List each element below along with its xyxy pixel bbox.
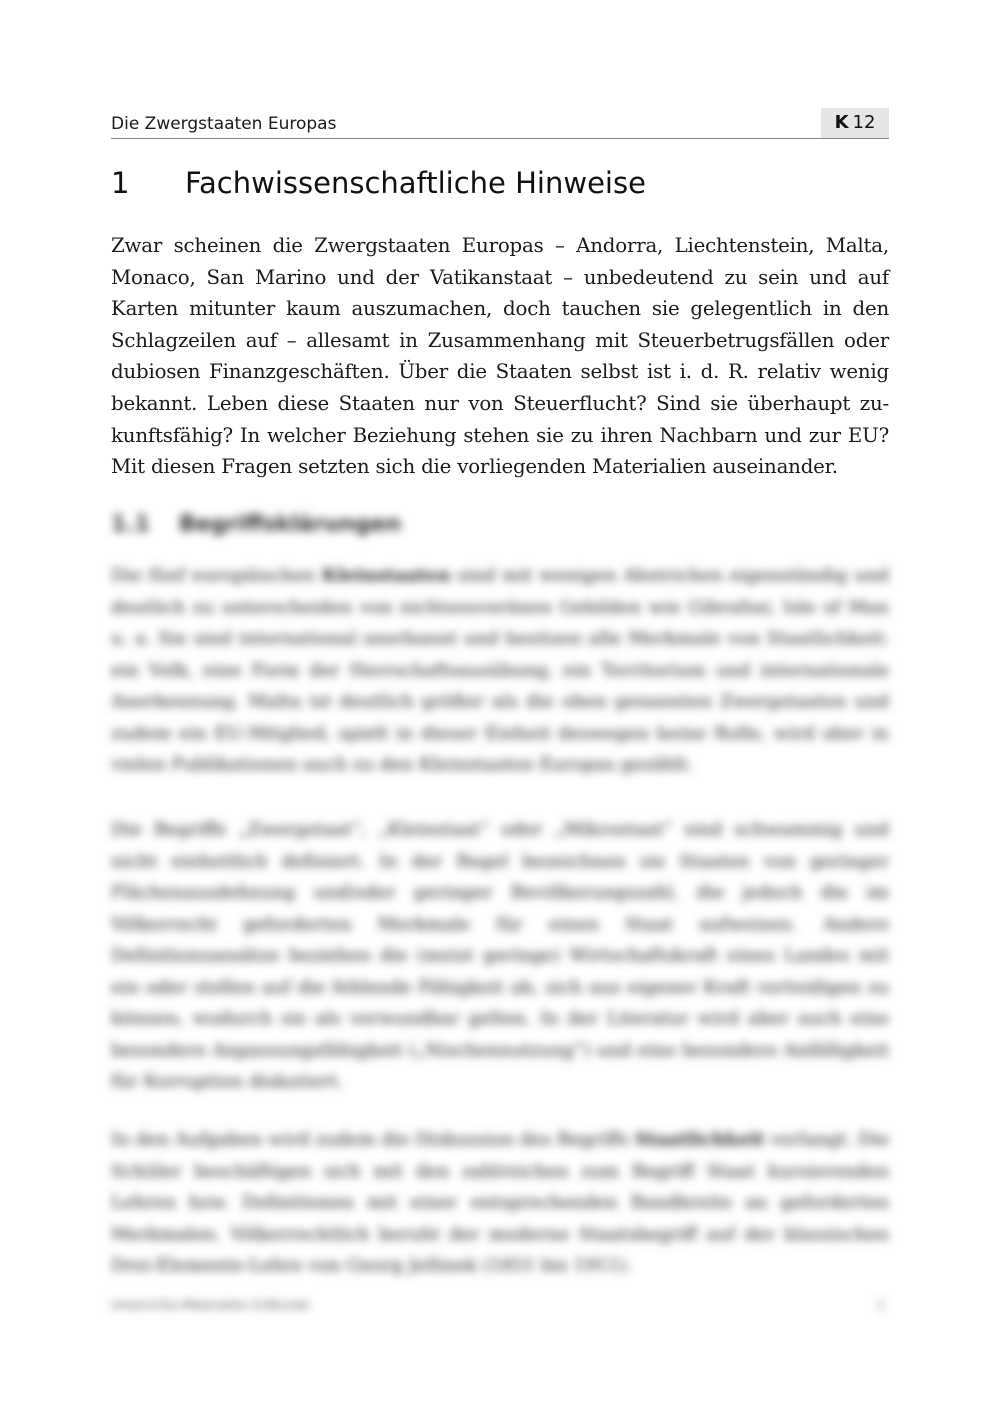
intro-line: Monaco, San Marino und der Vatikanstaat – unbedeutend zu sein und auf	[111, 265, 889, 289]
section-heading	[111, 166, 646, 200]
section-number: 1	[111, 166, 130, 200]
section-title: Fachwissenschaftliche Hinweise	[185, 166, 646, 200]
page-number: 1	[877, 1298, 885, 1312]
paragraph-text: In den Aufgaben wird zudem die Diskussion des Begriffs	[111, 1129, 629, 1150]
intro-line: bekannt. Leben diese Staaten nur von Steuerflucht? Sind sie überhaupt zu-	[111, 391, 889, 415]
footer-publisher: Unterrichts-Materialien Erdkunde	[111, 1298, 310, 1312]
blurred-paragraph	[111, 560, 889, 781]
intro-line: kunftsfähig? In welcher Beziehung stehen sie zu ihren Nachbarn und zur EU?	[111, 423, 889, 447]
intro-line: Karten mitunter kaum auszumachen, doch tauchen sie gelegentlich in den	[111, 297, 889, 321]
intro-paragraph	[111, 230, 889, 483]
document-title: Die Zwergstaaten Europas	[111, 114, 337, 134]
intro-line: Zwar scheinen die Zwergstaaten Europas – Andorra, Liechtenstein, Malta,	[111, 234, 889, 257]
subsection-number: 1.1	[111, 512, 150, 537]
intro-line: Schlagzeilen auf – allesamt in Zusammenhang mit Steuerbetrugsfällen oder	[111, 328, 889, 352]
blurred-paragraph: Die Begriffe „Zwergstaat“, „Kleinstaat“ oder „Mikrostaat“ sind schwammig und nicht einheitlich definiert. In der Regel bezeichnen sie Staaten von geringer Flächenausdehnung und/oder geringer Bevölkerungszahl, die jedoch die im Völkerrecht geforderten Merkmale für einen Staat aufweisen. Andere Definitionsansätze beziehen die (meist geringe) Wirtschaftskraft eines Landes mit ein oder stellen auf die fehlende Fähigkeit ab, sich aus eigener Kraft verteidigen zu können, wodurch sie als verwundbar gelten. In der Literatur wird aber auch eine besondere Anpassungsfähigkeit („Nischennutzung“) und eine besondere Anfälligkeit für Korruption diskutiert.	[111, 819, 889, 1092]
intro-line: dubiosen Finanzgeschäften. Über die Staaten selbst ist i. d. R. relativ wenig	[111, 360, 889, 384]
bold-term: Staatlichkeit	[634, 1129, 765, 1150]
chapter-badge	[821, 108, 889, 138]
subsection-title: Begriffsklärungen	[179, 512, 402, 537]
badge-letter: K	[834, 112, 849, 133]
intro-line: Mit diesen Fragen setzten sich die vorliegenden Materialien auseinander.	[111, 455, 838, 479]
subsection-heading	[111, 512, 401, 537]
page-header	[111, 108, 889, 139]
paragraph-text: verlangt. Die Schüler beschäftigen sich mit den zahlreichen zum Begriff Staat kursierenden Lehren bzw. Definitionen mit einer entsprechenden Bandbreite an geforderten Merkmalen. Völkerrechtlich beruht der moderne Staatsbegriff auf der klassischen Drei-Elemente-Lehre von Georg Jellinek (1851 bis 1911).	[111, 1129, 889, 1276]
bold-term: Kleinstaaten	[321, 565, 451, 586]
blurred-paragraph	[111, 1124, 889, 1282]
badge-number: 12	[852, 112, 876, 133]
paragraph-text: sind mit wenigen Abstrichen eigenständig und deutlich zu unterscheiden von nichtsouveränen Gebilden wie Gibraltar, Isle of Man u. a. Sie sind international anerkannt und besitzen alle Merkmale von Staatlichkeit: ein Volk, eine Form der Herrschaftsausübung, ein Territorium und internationale Anerkennung. Malta ist deutlich größer als die oben genannten Zwergstaaten und zudem ein EU-Mitglied, spielt in dieser Einheit deswegen keine Rolle, wird aber in vielen Publikationen auch zu den Kleinstaaten Europas gezählt.	[111, 565, 889, 775]
paragraph-text: Die fünf europäischen	[111, 565, 316, 586]
